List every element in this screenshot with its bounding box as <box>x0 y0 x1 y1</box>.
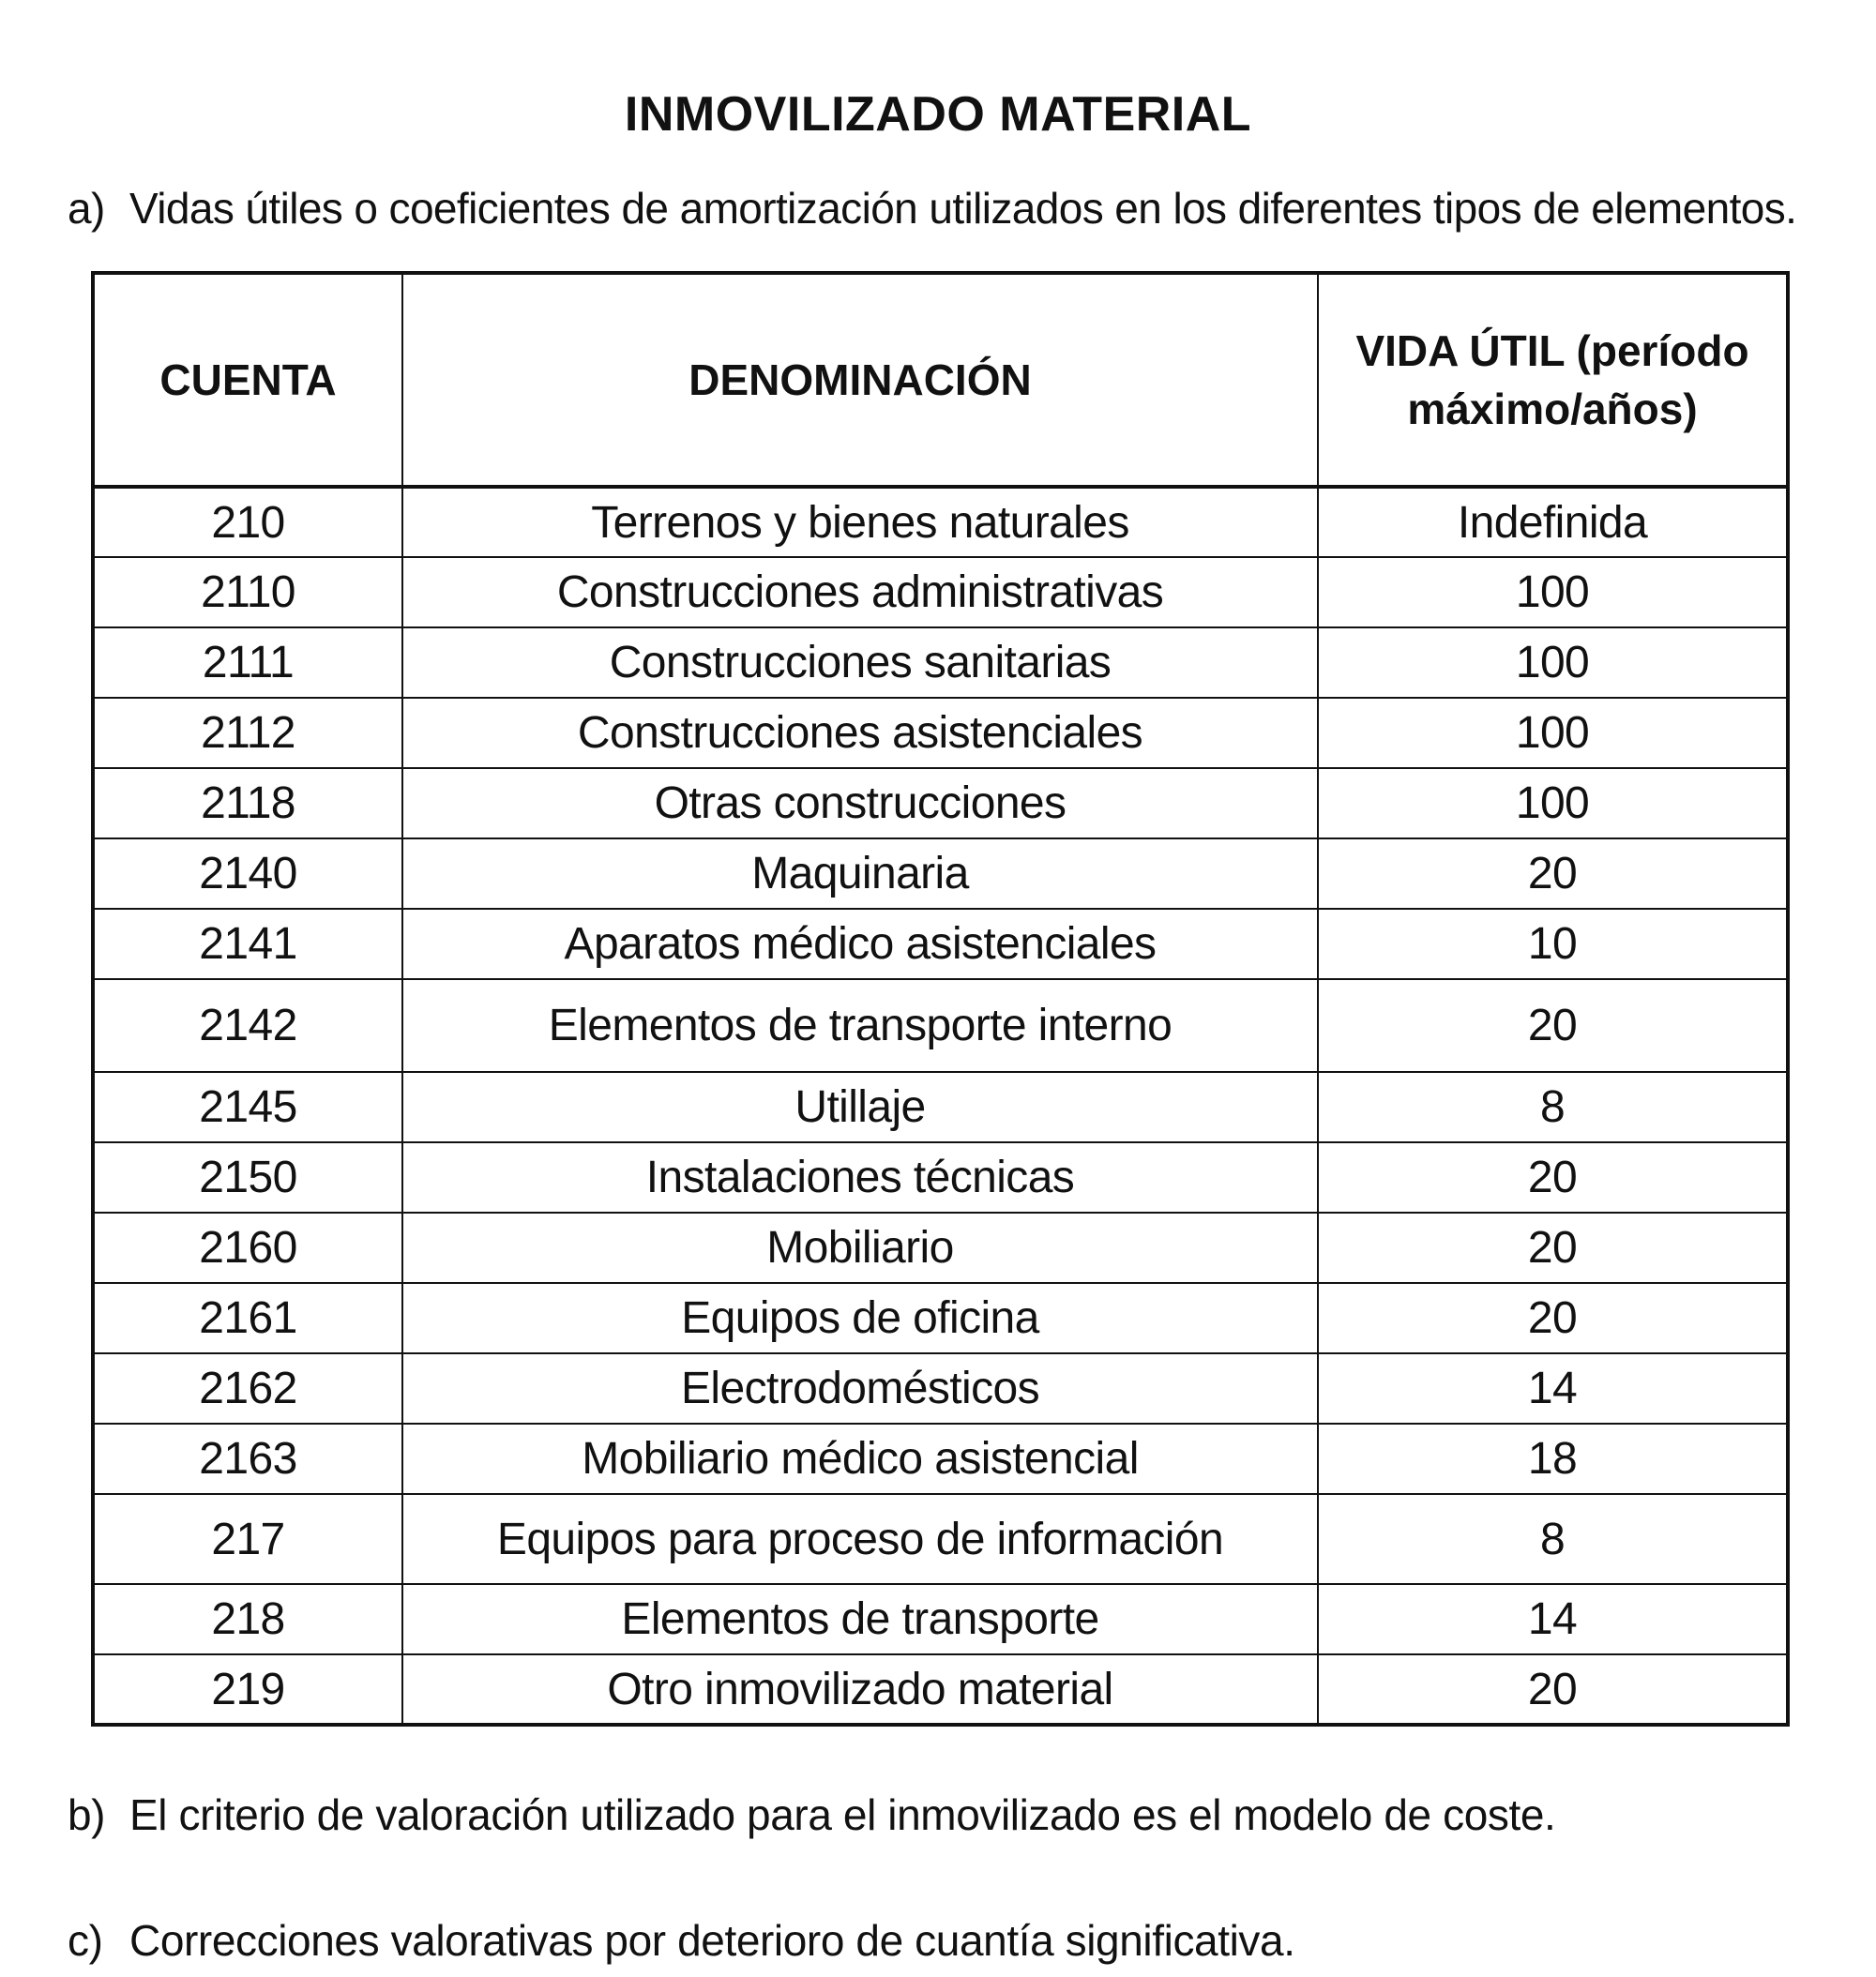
cell-denominacion: Mobiliario <box>402 1213 1318 1283</box>
cell-vida-util: 20 <box>1318 979 1788 1072</box>
section-c-paragraph <box>68 1915 1295 1966</box>
cell-cuenta: 2161 <box>93 1283 402 1353</box>
table-row <box>93 1494 1788 1584</box>
section-c-text: Correcciones valorativas por deterioro de cuantía significativa. <box>129 1916 1295 1965</box>
table-row <box>93 768 1788 838</box>
cell-cuenta: 2145 <box>93 1072 402 1142</box>
cell-vida-util: 10 <box>1318 909 1788 979</box>
cell-cuenta: 2111 <box>93 627 402 698</box>
section-a-text: Vidas útiles o coeficientes de amortización utilizados en los diferentes tipos de elementos. <box>129 184 1797 233</box>
cell-vida-util: 100 <box>1318 768 1788 838</box>
header-denominacion: DENOMINACIÓN <box>402 273 1318 487</box>
cell-vida-util: 18 <box>1318 1424 1788 1494</box>
section-a-marker: a) <box>68 184 105 233</box>
cell-vida-util: 20 <box>1318 838 1788 909</box>
cell-denominacion: Utillaje <box>402 1072 1318 1142</box>
cell-vida-util: 14 <box>1318 1584 1788 1654</box>
cell-denominacion: Instalaciones técnicas <box>402 1142 1318 1213</box>
cell-denominacion: Equipos de oficina <box>402 1283 1318 1353</box>
cell-denominacion: Maquinaria <box>402 838 1318 909</box>
section-b-text: El criterio de valoración utilizado para el inmovilizado es el modelo de coste. <box>129 1790 1556 1839</box>
cell-vida-util: Indefinida <box>1318 487 1788 557</box>
cell-denominacion: Terrenos y bienes naturales <box>402 487 1318 557</box>
table-row <box>93 627 1788 698</box>
cell-vida-util: 20 <box>1318 1283 1788 1353</box>
cell-cuenta: 2163 <box>93 1424 402 1494</box>
cell-vida-util: 100 <box>1318 698 1788 768</box>
section-a-paragraph <box>68 183 1796 234</box>
header-vida-util-line1: VIDA ÚTIL (período <box>1355 326 1749 375</box>
cell-vida-util: 100 <box>1318 557 1788 627</box>
cell-vida-util: 100 <box>1318 627 1788 698</box>
table-header-row <box>93 273 1788 487</box>
cell-denominacion: Aparatos médico asistenciales <box>402 909 1318 979</box>
table-row <box>93 1142 1788 1213</box>
cell-vida-util: 20 <box>1318 1213 1788 1283</box>
cell-denominacion: Equipos para proceso de información <box>402 1494 1318 1584</box>
table-row <box>93 838 1788 909</box>
cell-cuenta: 218 <box>93 1584 402 1654</box>
cell-denominacion: Construcciones administrativas <box>402 557 1318 627</box>
cell-cuenta: 219 <box>93 1654 402 1725</box>
cell-vida-util: 20 <box>1318 1142 1788 1213</box>
cell-cuenta: 2118 <box>93 768 402 838</box>
cell-vida-util: 8 <box>1318 1072 1788 1142</box>
cell-cuenta: 210 <box>93 487 402 557</box>
cell-vida-util: 8 <box>1318 1494 1788 1584</box>
cell-denominacion: Otro inmovilizado material <box>402 1654 1318 1725</box>
header-cuenta: CUENTA <box>93 273 402 487</box>
cell-cuenta: 2150 <box>93 1142 402 1213</box>
table-row <box>93 487 1788 557</box>
cell-cuenta: 217 <box>93 1494 402 1584</box>
cell-cuenta: 2141 <box>93 909 402 979</box>
cell-cuenta: 2162 <box>93 1353 402 1424</box>
cell-denominacion: Elementos de transporte <box>402 1584 1318 1654</box>
cell-denominacion: Otras construcciones <box>402 768 1318 838</box>
table-row <box>93 1072 1788 1142</box>
header-vida-util <box>1318 273 1788 487</box>
table-row <box>93 1353 1788 1424</box>
header-vida-util-line2: máximo/años) <box>1407 385 1698 433</box>
document-title: INMOVILIZADO MATERIAL <box>624 87 1252 142</box>
table-row <box>93 1283 1788 1353</box>
cell-cuenta: 2140 <box>93 838 402 909</box>
cell-denominacion: Elementos de transporte interno <box>402 979 1318 1072</box>
section-b-marker: b) <box>68 1790 106 1839</box>
table-row <box>93 979 1788 1072</box>
section-c-marker: c) <box>68 1916 103 1965</box>
table-row <box>93 1584 1788 1654</box>
table-row <box>93 1213 1788 1283</box>
table-row <box>93 557 1788 627</box>
cell-vida-util: 14 <box>1318 1353 1788 1424</box>
cell-denominacion: Mobiliario médico asistencial <box>402 1424 1318 1494</box>
cell-cuenta: 2110 <box>93 557 402 627</box>
table-row <box>93 698 1788 768</box>
section-b-paragraph <box>68 1789 1555 1840</box>
cell-cuenta: 2112 <box>93 698 402 768</box>
useful-life-table <box>91 271 1790 1727</box>
cell-denominacion: Electrodomésticos <box>402 1353 1318 1424</box>
table-row <box>93 1424 1788 1494</box>
table-row <box>93 1654 1788 1725</box>
cell-denominacion: Construcciones sanitarias <box>402 627 1318 698</box>
table-row <box>93 909 1788 979</box>
cell-cuenta: 2160 <box>93 1213 402 1283</box>
cell-vida-util: 20 <box>1318 1654 1788 1725</box>
cell-cuenta: 2142 <box>93 979 402 1072</box>
cell-denominacion: Construcciones asistenciales <box>402 698 1318 768</box>
